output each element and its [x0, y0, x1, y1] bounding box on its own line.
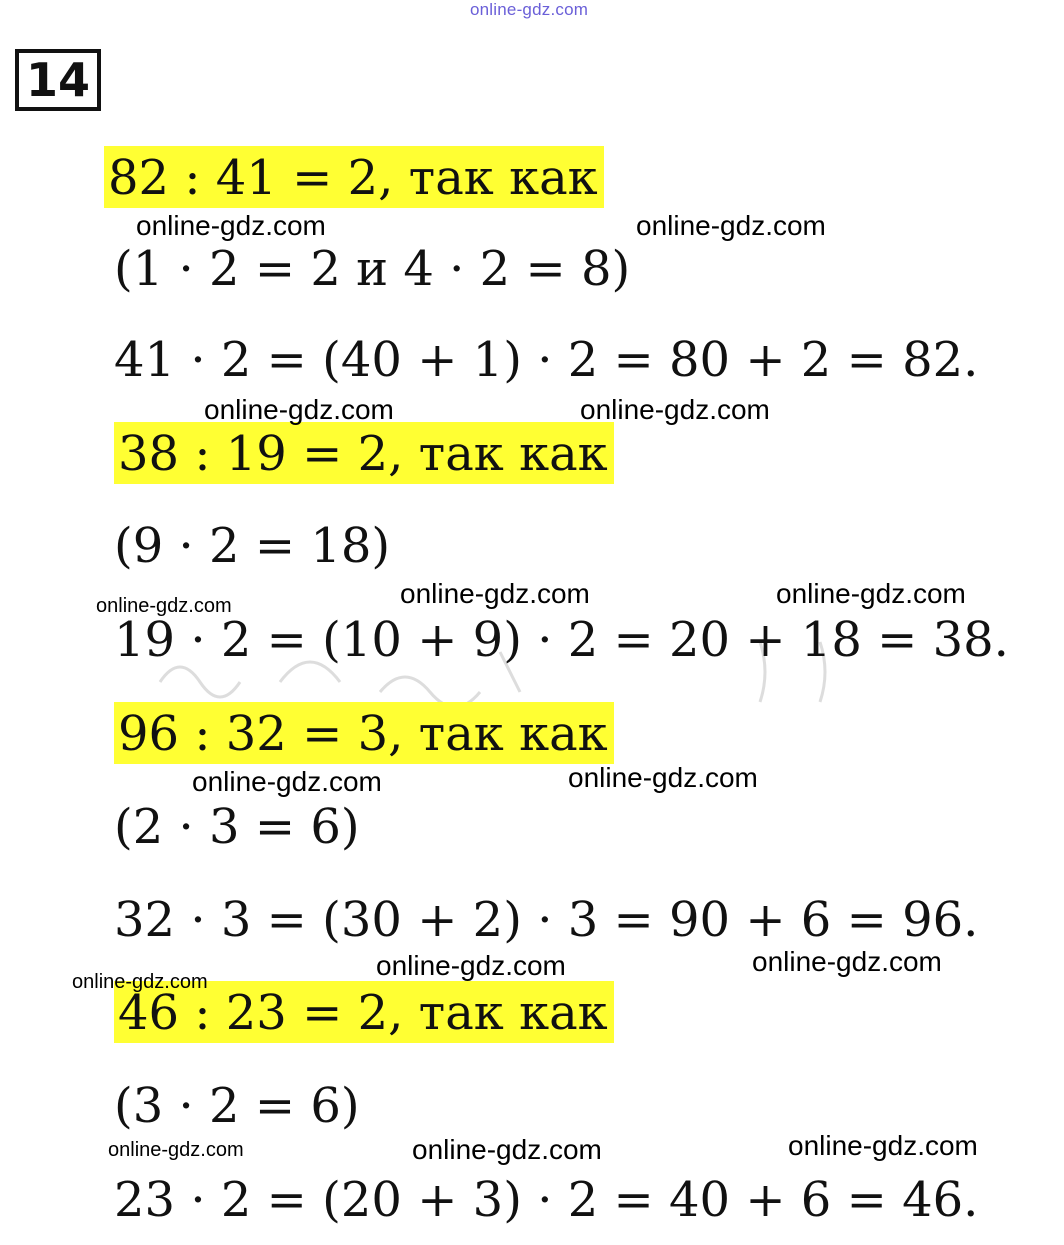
top-watermark: online-gdz.com: [470, 0, 589, 19]
watermark: online-gdz.com: [96, 595, 232, 617]
highlighted-text: 46 : 23 = 2, так как: [114, 981, 614, 1043]
highlighted-text: 82 : 41 = 2, так как: [104, 146, 604, 208]
watermark: online-gdz.com: [776, 578, 966, 609]
equation-2-check: 19 · 2 = (10 + 9) · 2 = 20 + 18 = 38.: [114, 612, 1009, 668]
equation-1-heading: [104, 148, 604, 208]
watermark: online-gdz.com: [376, 950, 566, 981]
highlighted-text: 38 : 19 = 2, так как: [114, 422, 614, 484]
watermark: online-gdz.com: [204, 394, 394, 425]
watermark: online-gdz.com: [400, 578, 590, 609]
equation-1-check: 41 · 2 = (40 + 1) · 2 = 80 + 2 = 82.: [114, 332, 979, 388]
task-number: 14: [25, 53, 90, 107]
watermark: online-gdz.com: [788, 1130, 978, 1161]
watermark: online-gdz.com: [136, 210, 326, 241]
equation-3-heading: [114, 704, 614, 764]
equation-2-heading: [114, 424, 614, 484]
equation-1-reason: (1 · 2 = 2 и 4 · 2 = 8): [114, 241, 631, 297]
watermark: online-gdz.com: [412, 1134, 602, 1165]
equation-4-check: 23 · 2 = (20 + 3) · 2 = 40 + 6 = 46.: [114, 1172, 979, 1228]
task-number-box: [15, 49, 101, 111]
watermark: online-gdz.com: [580, 394, 770, 425]
watermark: online-gdz.com: [72, 971, 208, 993]
highlighted-text: 96 : 32 = 3, так как: [114, 702, 614, 764]
watermark: online-gdz.com: [752, 946, 942, 977]
equation-4-reason: (3 · 2 = 6): [114, 1078, 360, 1134]
equation-3-check: 32 · 3 = (30 + 2) · 3 = 90 + 6 = 96.: [114, 892, 979, 948]
watermark: online-gdz.com: [108, 1139, 244, 1161]
equation-3-reason: (2 · 3 = 6): [114, 799, 360, 855]
watermark: online-gdz.com: [636, 210, 826, 241]
watermark: online-gdz.com: [192, 766, 382, 797]
equation-2-reason: (9 · 2 = 18): [114, 518, 391, 574]
watermark: online-gdz.com: [568, 762, 758, 793]
